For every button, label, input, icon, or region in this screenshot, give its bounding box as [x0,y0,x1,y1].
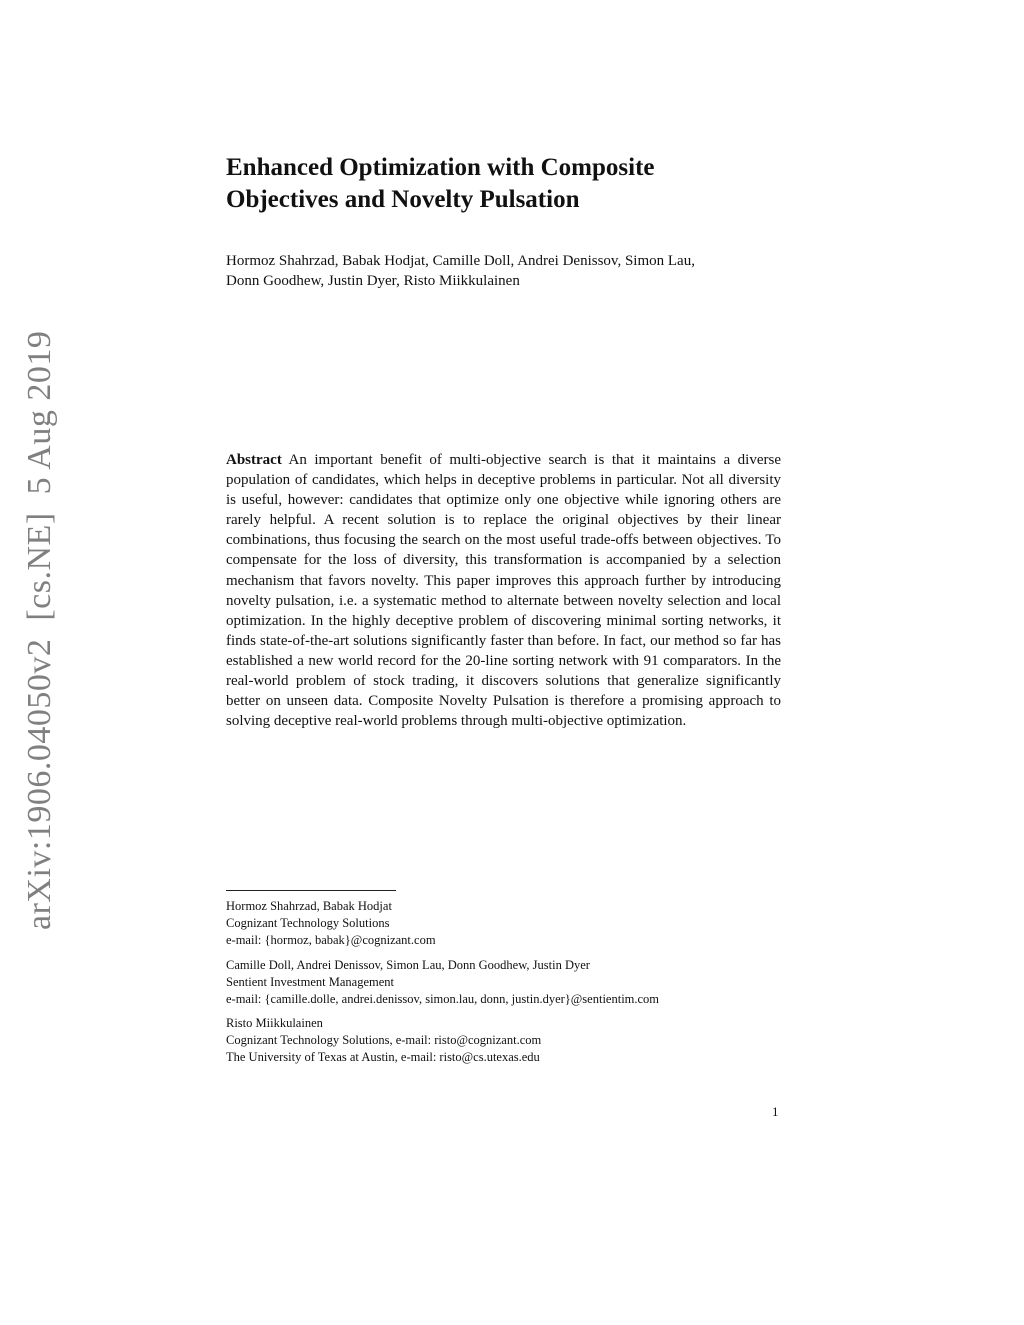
affiliation-organization: Cognizant Technology Solutions, e-mail: risto@cognizant.com [226,1032,542,1047]
page-number: 1 [772,1104,779,1119]
affiliation-organization: Cognizant Technology Solutions [226,915,390,930]
author-list-line-1: Hormoz Shahrzad, Babak Hodjat, Camille Doll, Andrei Denissov, Simon Lau, [226,253,695,269]
paper-title [226,152,786,216]
affiliation-organization: Sentient Investment Management [226,974,395,989]
paper-title-line-1: Enhanced Optimization with Composite [226,154,655,181]
abstract [226,450,781,731]
abstract-label: Abstract [226,452,282,468]
paper-title-line-2: Objectives and Novelty Pulsation [226,186,580,213]
affiliation-names: Camille Doll, Andrei Denissov, Simon Lau, Donn Goodhew, Justin Dyer [226,958,590,972]
arxiv-identifier-stamp: arXiv:1906.04050v2 [cs.NE] 5 Aug 2019 [21,330,58,930]
abstract-text: An important benefit of multi-objective search is that it maintains a diverse population of candidates, which helps in deceptive problems in particular. Not all diversity is useful, however: candidates that optimize only one objective while ignoring others are rarely helpful. A recent solution is to replace the original objectives by their linear combinations, thus focusing the search on the most useful trade-offs between objectives. To compensate for the loss of diversity, this transformation is accompanied by a selection mechanism that favors novelty. This paper improves this approach further by introducing novelty pulsation, i.e. a systematic method to alternate between novelty selection and local optimization. In the highly deceptive problem of discovering minimal sorting networks, it finds state-of-the-art solutions significantly faster than before. In fact, our method so far has established a new world record for the 20-line sorting network with 91 comparators. In the real-world problem of stock trading, it discovers solutions that generalize significantly better on unseen data. Composite Novelty Pulsation is therefore a promising approach to solving deceptive real-world problems through multi-objective optimization. [226,452,781,730]
affiliation-block [226,1015,826,1065]
affiliation-names: Hormoz Shahrzad, Babak Hodjat [226,899,392,913]
affiliation-email: e-mail: {camille.dolle, andrei.denissov, simon.lau, donn, justin.dyer}@sentientim.com [226,991,660,1006]
affiliation-email: The University of Texas at Austin, e-mail: risto@cs.utexas.edu [226,1049,540,1064]
affiliation-names: Risto Miikkulainen [226,1016,323,1030]
affiliation-block [226,957,826,1007]
footnote-divider [226,890,396,891]
affiliation-email: e-mail: {hormoz, babak}@cognizant.com [226,932,436,947]
author-list [226,251,786,291]
affiliation-block [226,898,826,948]
author-list-line-2: Donn Goodhew, Justin Dyer, Risto Miikkulainen [226,273,520,289]
